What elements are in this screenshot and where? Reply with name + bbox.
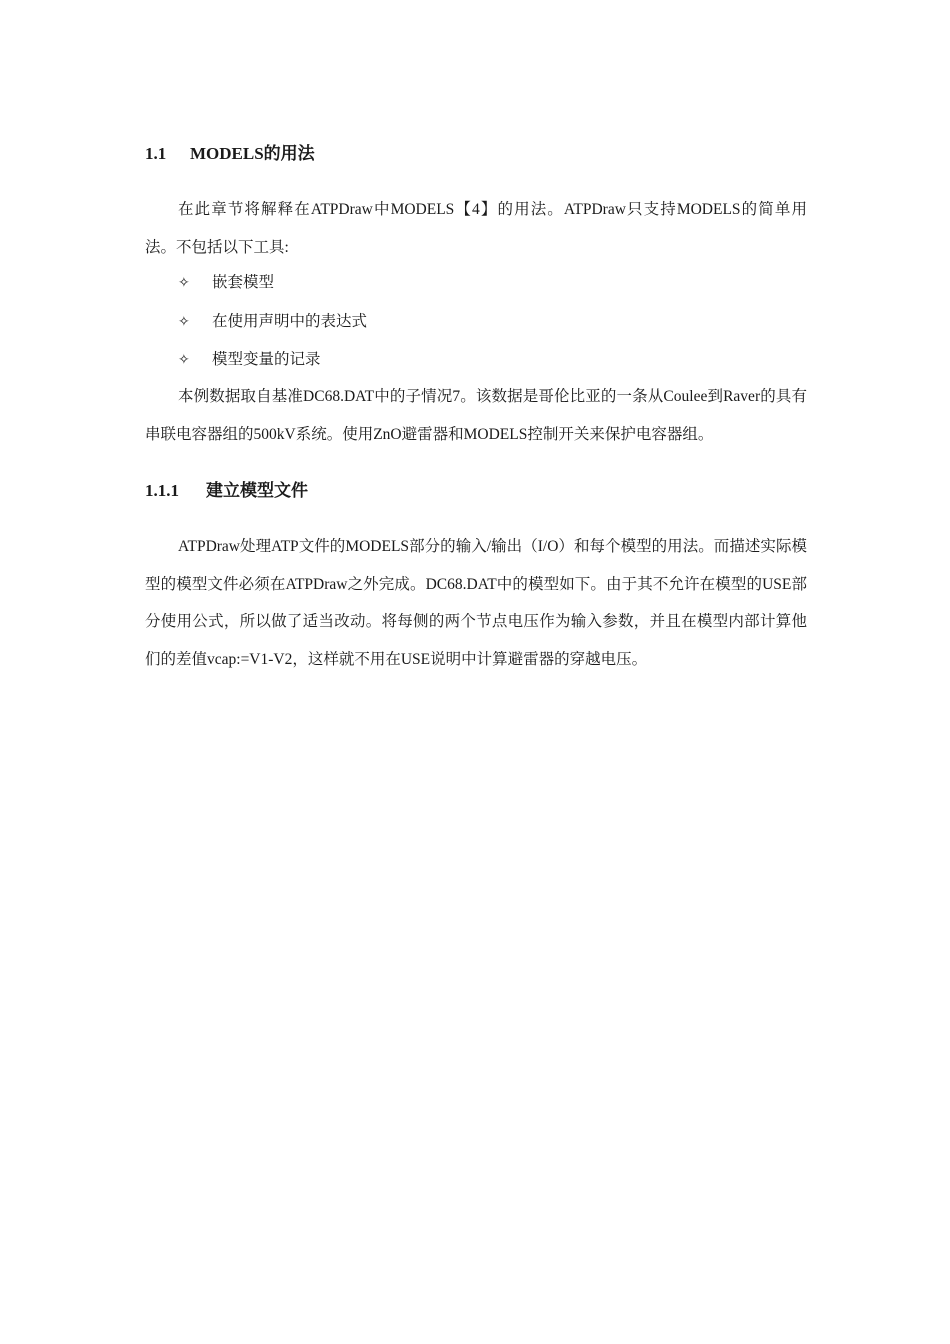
list-item — [178, 303, 367, 342]
diamond-bullet-icon: ✧ — [178, 275, 190, 291]
section-heading — [145, 139, 315, 164]
body-paragraph: ATPDraw处理ATP文件的MODELS部分的输入/输出（I/O）和每个模型的用法。而描述实际模型的模型文件必须在ATPDraw之外完成。DC68.DAT中的模型如下。由于其不允许在模型的USE部分使用公式，所以做了适当改动。将每侧的两个节点电压作为输入参数，并且在模型内部计算他们的差值vcap:=V1-V2，这样就不用在USE说明中计算避雷器的穿越电压。 — [145, 538, 807, 668]
diamond-bullet-icon: ✧ — [178, 313, 190, 330]
list-item-text: 在使用声明中的表达式 — [212, 312, 368, 330]
list-item-text: 嵌套模型 — [212, 274, 275, 291]
subsection-heading — [145, 476, 308, 501]
diamond-bullet-icon: ✧ — [178, 352, 190, 368]
bullet-list — [178, 264, 367, 380]
intro-paragraph: 在此章节将解释在ATPDraw中MODELS【4】的用法。ATPDraw只支持MODELS的简单用法。不包括以下工具: — [145, 201, 807, 256]
list-item — [178, 264, 367, 303]
section-number: 1.1 — [145, 144, 167, 163]
list-item — [178, 341, 367, 380]
list-item-text: 模型变量的记录 — [212, 351, 321, 368]
subsection-title: 建立模型文件 — [206, 481, 308, 500]
section-title: MODELS的用法 — [190, 144, 315, 163]
example-paragraph: 本例数据取自基准DC68.DAT中的子情况7。该数据是哥伦比亚的一条从Coulee到Raver的具有串联电容器组的500kV系统。使用ZnO避雷器和MODELS控制开关来保护电容器组。 — [145, 388, 807, 443]
subsection-number: 1.1.1 — [145, 481, 179, 500]
